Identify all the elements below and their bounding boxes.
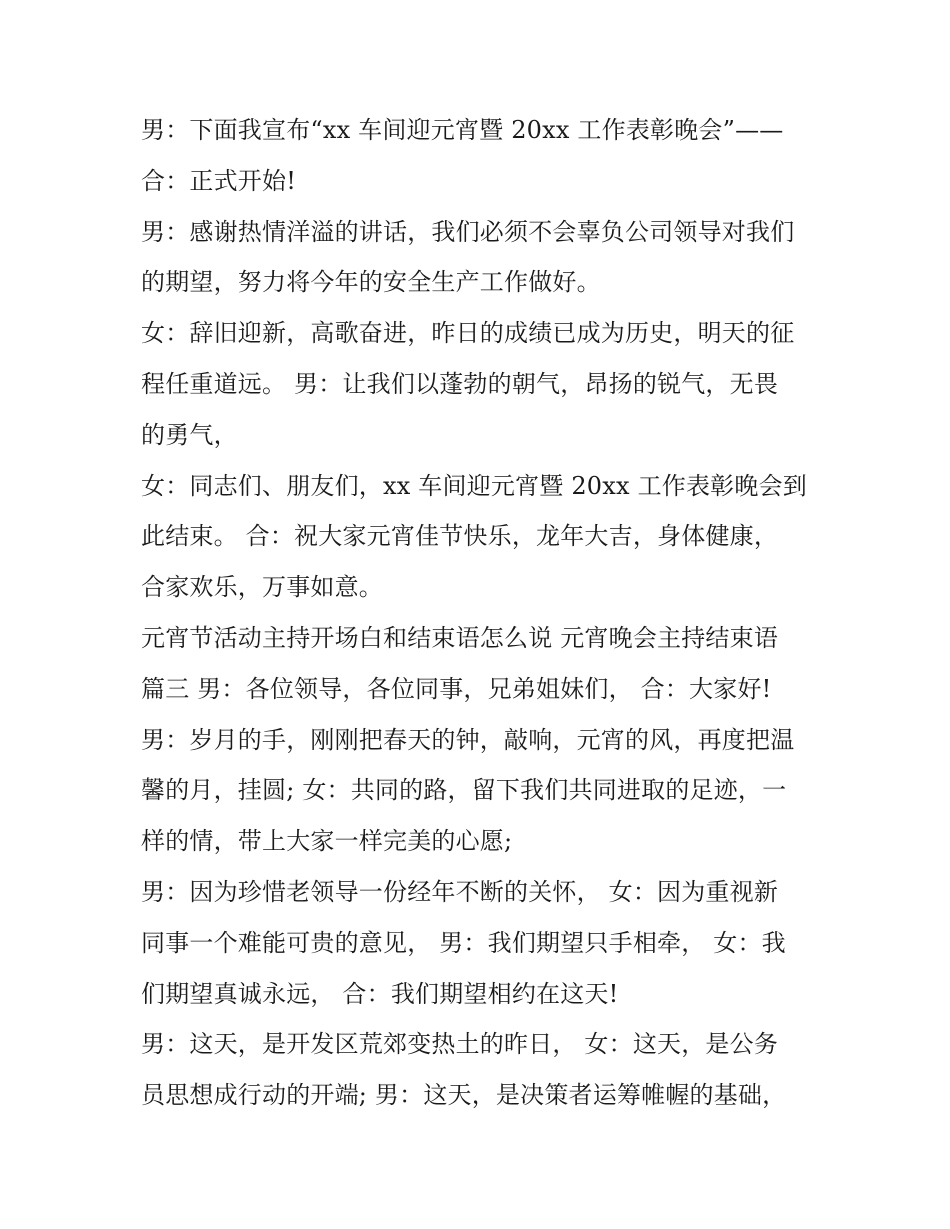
text-line: 馨的月，挂圆; 女：共同的路，留下我们共同进取的足迹，一 [141, 776, 787, 805]
text-line: 同事一个难能可贵的意见， 男：我们期望只手相牵， 女：我 [141, 928, 786, 957]
text-line: 女：辞旧迎新，高歌奋进，昨日的成绩已成为历史，明天的征 [141, 319, 795, 348]
text-line: 男：下面我宣布“xx 车间迎元宵暨 20xx 工作表彰晚会”—— [141, 116, 784, 144]
text-line: 们期望真诚永远， 合：我们期望相约在这天! [141, 979, 619, 1008]
text-line: 员思想成行动的开端; 男：这天，是决策者运筹帷幄的基础， [141, 1081, 787, 1110]
text-line: 篇三 男：各位领导，各位同事，兄弟姐妹们， 合：大家好! [141, 674, 772, 703]
text-line: 样的情，带上大家一样完美的心愿; [141, 827, 513, 856]
text-line: 程任重道远。 男：让我们以蓬勃的朝气，昂扬的锐气，无畏 [141, 369, 779, 398]
text-line: 元宵节活动主持开场白和结束语怎么说 元宵晚会主持结束语 [141, 623, 779, 652]
text-line: 的勇气， [141, 420, 238, 449]
document-body [141, 105, 821, 1121]
text-line: 男：这天，是开发区荒郊变热土的昨日， 女：这天，是公务 [141, 1030, 779, 1059]
text-line: 合：正式开始! [141, 166, 297, 195]
text-line: 男：感谢热情洋溢的讲话，我们必须不会辜负公司领导对我们 [141, 217, 795, 246]
text-line: 的期望，努力将今年的安全生产工作做好。 [141, 268, 601, 297]
text-line: 此结束。 合：祝大家元宵佳节快乐，龙年大吉，身体健康， [141, 522, 779, 551]
text-line: 合家欢乐，万事如意。 [141, 573, 383, 602]
text-line: 男：岁月的手，刚刚把春天的钟，敲响，元宵的风，再度把温 [141, 725, 795, 754]
text-line: 女：同志们、朋友们，xx 车间迎元宵暨 20xx 工作表彰晚会到 [141, 471, 807, 500]
text-line: 男：因为珍惜老领导一份经年不断的关怀， 女：因为重视新 [141, 877, 779, 906]
